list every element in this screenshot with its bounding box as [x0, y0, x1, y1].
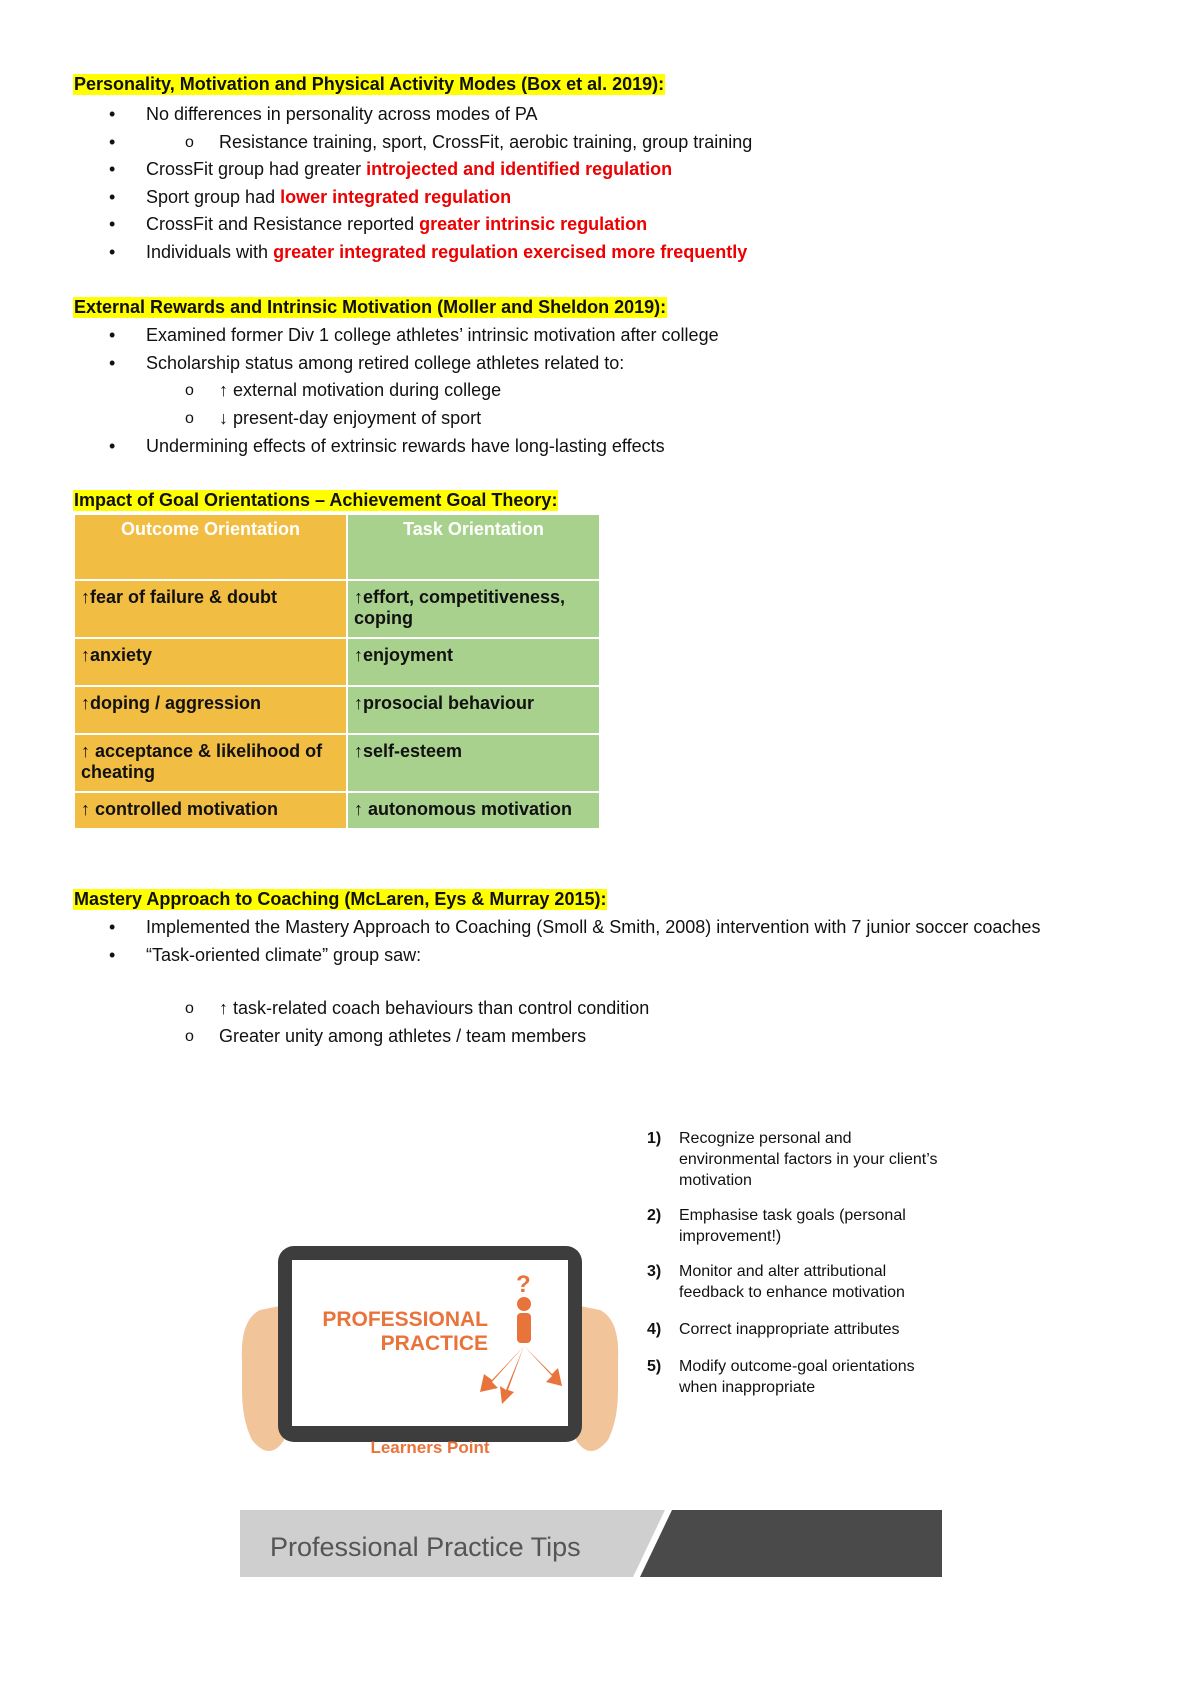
section-heading-goal-orientations: Impact of Goal Orientations – Achievement Goal Theory: — [74, 490, 558, 510]
tablet-title: PROFESSIONAL PRACTICE — [322, 1308, 488, 1355]
goal-orientation-table — [73, 513, 601, 830]
section-heading-personality: Personality, Motivation and Physical Activity Modes (Box et al. 2019): — [74, 74, 665, 94]
table-row — [74, 580, 600, 638]
list-item: • Implemented the Mastery Approach to Coaching (Smoll & Smith, 2008) intervention with 7 junior soccer coaches — [73, 914, 1113, 942]
person-body-shape — [517, 1313, 531, 1343]
professional-practice-tips-banner — [240, 1510, 942, 1577]
person-head-shape — [517, 1297, 531, 1311]
list-item — [73, 129, 1113, 157]
table-row — [74, 792, 600, 829]
list-item: • Examined former Div 1 college athletes’ intrinsic motivation after college — [73, 322, 1113, 350]
task-cell: ↑prosocial behaviour — [347, 686, 600, 734]
sub-list-item: o • Resistance training, sport, CrossFit, aerobic training, group training — [73, 129, 1113, 157]
external-rewards-bullet-list-2 — [73, 433, 1113, 461]
list-item: • Scholarship status among retired college athletes related to: — [73, 350, 1113, 378]
section-heading-mastery-approach: Mastery Approach to Coaching (McLaren, Eys & Murray 2015): — [74, 889, 607, 909]
list-item: • Undermining effects of extrinsic rewards have long-lasting effects — [73, 433, 1113, 461]
learners-point-caption: Learners Point — [370, 1438, 490, 1457]
table-row — [74, 686, 600, 734]
list-item: • Individuals with greater integrated regulation exercised more frequently — [73, 239, 1113, 267]
list-item: • “Task-oriented climate” group saw: — [73, 942, 1113, 970]
professional-practice-illustration — [240, 1240, 620, 1470]
external-rewards-sub-list — [73, 377, 1113, 432]
table-row — [74, 734, 600, 792]
list-item: 2) Emphasise task goals (personal improvement!) — [647, 1207, 906, 1245]
task-orientation-header: Task Orientation — [347, 514, 600, 580]
task-cell: ↑enjoyment — [347, 638, 600, 686]
outcome-cell: ↑ acceptance & likelihood of cheating — [74, 734, 347, 792]
banner-dark-panel — [640, 1510, 942, 1577]
outcome-cell: ↑doping / aggression — [74, 686, 347, 734]
list-item: 1) Recognize personal and environmental factors in your client’s motivation — [647, 1130, 938, 1189]
section-heading-external-rewards: External Rewards and Intrinsic Motivation (Moller and Sheldon 2019): — [74, 297, 667, 317]
sub-list-item: o ↑ external motivation during college — [73, 377, 1113, 405]
outcome-cell: ↑ controlled motivation — [74, 792, 347, 829]
sub-list-item: o Greater unity among athletes / team members — [73, 1023, 1113, 1051]
outcome-cell: ↑anxiety — [74, 638, 347, 686]
banner-title: Professional Practice Tips — [270, 1532, 581, 1562]
professional-practice-tips-list — [627, 1128, 947, 1398]
list-item: • CrossFit and Resistance reported greater intrinsic regulation — [73, 211, 1113, 239]
list-item: 4) Correct inappropriate attributes — [647, 1321, 900, 1338]
task-cell: ↑effort, competitiveness, coping — [347, 580, 600, 638]
task-cell: ↑self-esteem — [347, 734, 600, 792]
outcome-orientation-header: Outcome Orientation — [74, 514, 347, 580]
list-item: • No differences in personality across modes of PA — [73, 101, 1113, 129]
list-item: 5) Modify outcome-goal orientations when inappropriate — [647, 1358, 915, 1396]
mastery-sub-list — [73, 995, 1113, 1050]
external-rewards-bullet-list — [73, 322, 1113, 377]
sub-list-item: o ↑ task-related coach behaviours than control condition — [73, 995, 1113, 1023]
table-header-row — [74, 514, 600, 580]
list-item: • CrossFit group had greater introjected and identified regulation — [73, 156, 1113, 184]
list-item: • Sport group had lower integrated regulation — [73, 184, 1113, 212]
question-mark-icon: ? — [516, 1271, 531, 1298]
outcome-cell: ↑fear of failure & doubt — [74, 580, 347, 638]
task-cell: ↑ autonomous motivation — [347, 792, 600, 829]
list-item: 3) Monitor and alter attributional feedback to enhance motivation — [647, 1263, 905, 1301]
mastery-bullet-list — [73, 914, 1113, 969]
personality-bullet-list — [73, 101, 1113, 266]
table-row — [74, 638, 600, 686]
sub-list-item: o ↓ present-day enjoyment of sport — [73, 405, 1113, 433]
